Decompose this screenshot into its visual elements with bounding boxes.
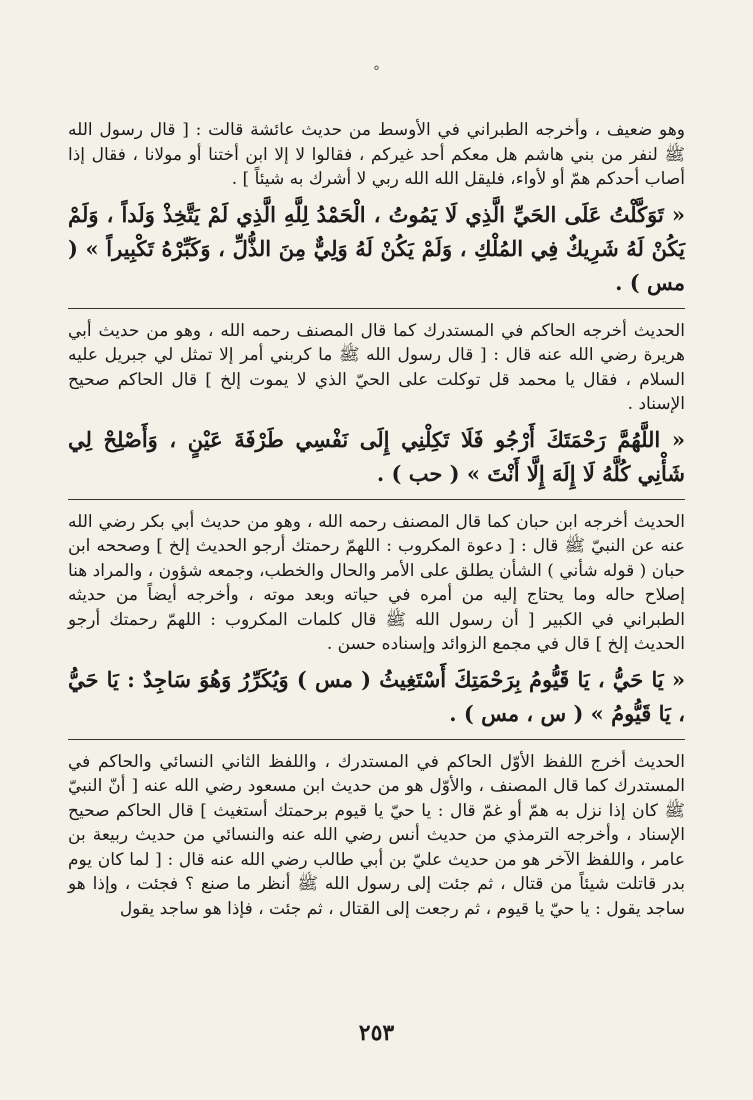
page-content bbox=[68, 118, 685, 921]
page-number: ٢٥٣ bbox=[358, 1020, 395, 1046]
page-top-mark: ° bbox=[373, 64, 380, 80]
commentary-paragraph: الحديث أخرجه الحاكم في المستدرك كما قال المصنف رحمه الله ، وهو من حديث أبي هريرة رضي الله عنه قال : [ قال رسول الله ﷺ ما كربني أمر إلا تمثل لي جبريل عليه السلام ، فقال يا محمد قل توكلت على الحيّ الذي لا يموت إلخ ] قال الحاكم صحيح الإسناد . bbox=[68, 320, 685, 414]
commentary-paragraph: الحديث أخرجه ابن حبان كما قال المصنف رحمه الله ، وهو من حديث أبي بكر رضي الله عنه عن النبيّ ﷺ قال : [ دعوة المكروب : اللهمّ رحمتك أرجو الحديث إلخ ] وصححه ابن حبان ( قوله شأني ) الشأن يطلق على الأمر والحال والخطب، وجمعه شؤون ، والمراد هنا إصلاح حاله وما يحتاج إليه من أمره في حياته وبعد موته ، وأخرجه أيضاً من حديثه الطبراني في الكبير [ أن رسول الله ﷺ قال كلمات المكروب : اللهمّ رحمتك أرجو الحديث إلخ ] قال في مجمع الزوائد وإسناده حسن . bbox=[68, 511, 685, 654]
commentary-paragraph: وهو ضعيف ، وأخرجه الطبراني في الأوسط من حديث عائشة قالت : [ قال رسول الله ﷺ لنفر من بني هاشم هل معكم أحد غيركم ، فقالوا لا إلا ابن أختنا أو مولانا ، فقال إذا أصاب أحدكم همّ أو لأواء، فليقل الله الله ربي لا أشرك به شيئاً ] . bbox=[68, 120, 685, 189]
section-divider bbox=[68, 308, 685, 309]
section-divider bbox=[68, 499, 685, 500]
hadith-text: « اللَّهُمَّ رَحْمَتَكَ أَرْجُو فَلَا تَكِلْنِي إِلَى نَفْسِي طَرْفَةَ عَيْنٍ ، وَأَصْلِحْ لِي شَأْنِي كُلَّهُ لَا إِلَهَ إِلَّا أَنْتَ » ( حب ) . bbox=[68, 426, 685, 486]
hadith-text: « تَوَكَّلْتُ عَلَى الحَيِّ الَّذِي لَا يَمُوتُ ، الْحَمْدُ لِلَّهِ الَّذِي لَمْ يَتَّخِذْ وَلَداً ، وَلَمْ يَكُنْ لَهُ شَرِيكٌ فِي المُلْكِ ، وَلَمْ يَكُنْ لَهُ وَلِيٌّ مِنَ الذُّلِّ ، وَكَبِّرْهُ تَكْبِيراً » ( مس ) . bbox=[68, 201, 685, 295]
commentary-paragraph: الحديث أخرج اللفظ الأوّل الحاكم في المستدرك ، واللفظ الثاني النسائي والحاكم في المستدرك كما قال المصنف ، والأوّل هو من حديث ابن مسعود رضي الله عنه [ أنّ النبيّ ﷺ كان إذا نزل به همّ أو غمّ قال : يا حيّ يا قيوم برحمتك أستغيث ] قال الحاكم صحيح الإسناد ، وأخرجه الترمذي من حديث أنس رضي الله عنه والنسائي من حديث ربيعة بن عامر ، واللفظ الآخر هو من حديث عليّ بن أبي طالب رضي الله عنه قال : [ لما كان يوم بدر قاتلت شيئاً من قتال ، ثم جئت إلى رسول الله ﷺ أنظر ما صنع ؟ فجئت ، وإذا هو ساجد يقول : يا حيّ يا قيوم ، ثم رجعت إلى القتال ، ثم جئت ، فإذا هو ساجد يقول bbox=[68, 751, 686, 919]
hadith-text: « يَا حَيُّ ، يَا قَيُّومُ بِرَحْمَتِكَ أَسْتَغِيثُ ( مس ) وَيُكَرِّرُ وَهُوَ سَاجِدٌ : يَا حَيُّ ، يَا قَيُّومُ » ( س ، مس ) . bbox=[68, 666, 685, 726]
section-divider bbox=[68, 739, 685, 740]
